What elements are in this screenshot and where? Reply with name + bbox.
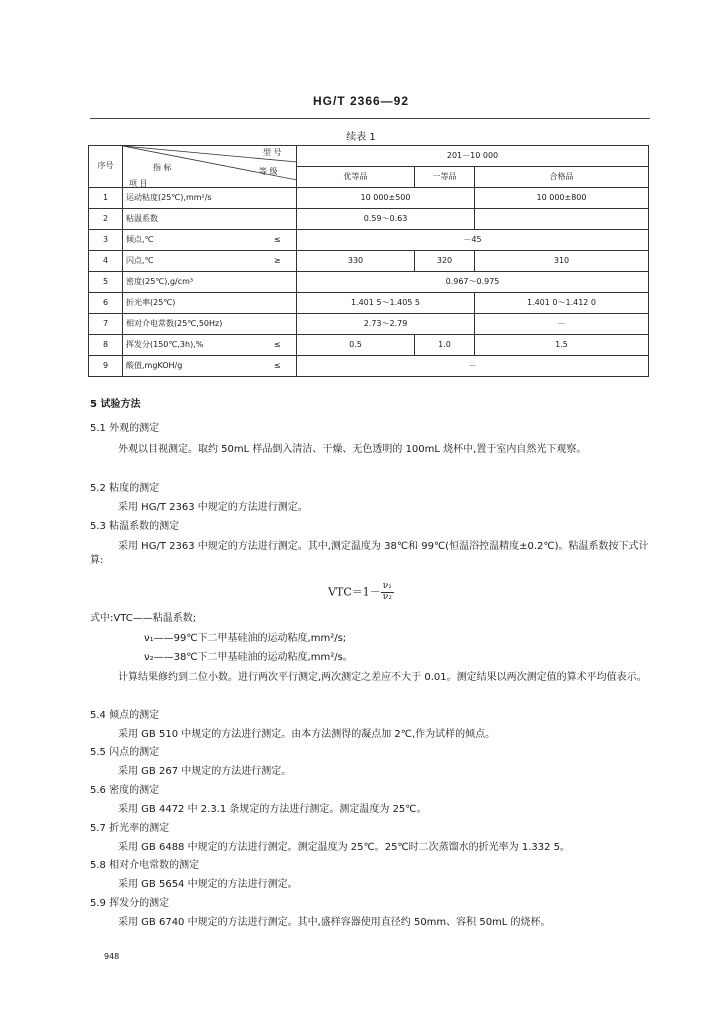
row-value: 2.73～2.79 <box>297 314 475 335</box>
model-value-cell: 201－10 000 <box>297 146 649 167</box>
row-operator: ≤ <box>259 335 297 356</box>
table-row <box>89 356 649 377</box>
row-item: 酸值,mgKOH/g <box>123 356 259 377</box>
row-value: 320 <box>415 251 475 272</box>
row-value: 0.59～0.63 <box>297 209 475 230</box>
row-operator <box>259 209 297 230</box>
header-rule <box>90 118 650 119</box>
row-value: 10 000±500 <box>297 188 475 209</box>
row-number: 7 <box>89 314 123 335</box>
grade-first: 一等品 <box>415 167 475 188</box>
vtc-formula <box>0 582 722 603</box>
formula-fraction <box>381 582 394 603</box>
subsection-5-7-body: 采用 GB 6488 中规定的方法进行测定。测定温度为 25℃。25℃时二次蒸馏水的折光率为 1.332 5。 <box>118 842 571 853</box>
section-title: 5 试验方法 <box>90 399 141 410</box>
page-number: 948 <box>104 952 120 961</box>
row-number: 3 <box>89 230 123 251</box>
subsection-5-4-body: 采用 GB 510 中规定的方法进行测定。由本方法测得的凝点加 2℃,作为试样的倾点。 <box>118 729 496 740</box>
row-operator <box>259 272 297 293</box>
row-value: 1.401 0～1.412 0 <box>475 293 649 314</box>
table-row <box>89 251 649 272</box>
subsection-5-5-title: 5.5 闪点的测定 <box>90 747 160 758</box>
row-operator: ≤ <box>259 356 297 377</box>
row-item: 挥发分(150℃,3h),% <box>123 335 259 356</box>
subsection-5-1-body: 外观以目视测定。取约 50mL 样品倒入清洁、干燥、无色透明的 100mL 烧杯中,置于室内自然光下观察。 <box>118 444 587 455</box>
row-item: 闪点,℃ <box>123 251 259 272</box>
formula-where-intro: 式中:VTC——粘温系数; <box>90 613 197 624</box>
table-row <box>89 230 649 251</box>
row-item: 折光率(25℃) <box>123 293 259 314</box>
table-row <box>89 335 649 356</box>
subsection-5-1-title: 5.1 外观的测定 <box>90 423 160 434</box>
subsection-5-3-result: 计算结果修约到二位小数。进行两次平行测定,两次测定之差应不大于 0.01。测定结果以两次测定值的算术平均值表示。 <box>118 672 647 683</box>
table-row <box>89 314 649 335</box>
subsection-5-8-title: 5.8 相对介电常数的测定 <box>90 860 200 871</box>
diagonal-header-cell <box>123 146 297 188</box>
subsection-5-7-title: 5.7 折光率的测定 <box>90 823 170 834</box>
row-item: 运动粘度(25℃),mm²/s <box>123 188 259 209</box>
row-item: 倾点,℃ <box>123 230 259 251</box>
row-item: 密度(25℃),g/cm³ <box>123 272 259 293</box>
row-number: 5 <box>89 272 123 293</box>
formula-where-v2: ν₂——38℃下二甲基硅油的运动粘度,mm²/s。 <box>144 652 353 663</box>
row-number: 8 <box>89 335 123 356</box>
subsection-5-9-body: 采用 GB 6740 中规定的方法进行测定。其中,盛样容器使用直径约 50mm、容积 50mL 的烧杯。 <box>118 917 551 928</box>
formula-denominator: ν₂ <box>382 591 392 602</box>
subsection-5-6-title: 5.6 密度的测定 <box>90 785 160 796</box>
table-row <box>89 272 649 293</box>
row-operator <box>259 314 297 335</box>
row-value: －45 <box>297 230 649 251</box>
row-value: 310 <box>475 251 649 272</box>
row-value <box>475 209 649 230</box>
row-value: 0.5 <box>297 335 415 356</box>
row-number: 4 <box>89 251 123 272</box>
header-seq: 序号 <box>89 146 123 188</box>
subsection-5-8-body: 采用 GB 5654 中规定的方法进行测定。 <box>118 879 298 890</box>
spec-table <box>88 145 649 377</box>
row-value: 10 000±800 <box>475 188 649 209</box>
subsection-5-9-title: 5.9 挥发分的测定 <box>90 898 170 909</box>
row-value: 330 <box>297 251 415 272</box>
diag-item-label: 项 目 <box>129 179 148 188</box>
subsection-5-2-title: 5.2 粘度的测定 <box>90 483 160 494</box>
diag-indicator-label: 指 标 <box>153 163 172 172</box>
row-value: 1.5 <box>475 335 649 356</box>
row-item: 粘温系数 <box>123 209 259 230</box>
grade-premium: 优等品 <box>297 167 415 188</box>
table-row <box>89 293 649 314</box>
subsection-5-3-title: 5.3 粘温系数的测定 <box>90 521 180 532</box>
row-value: 1.401 5～1.405 5 <box>297 293 475 314</box>
row-value: － <box>297 356 649 377</box>
row-operator: ≥ <box>259 251 297 272</box>
grade-qualified: 合格品 <box>475 167 649 188</box>
table-caption: 续表 1 <box>346 132 376 143</box>
row-number: 6 <box>89 293 123 314</box>
formula-numerator: ν₁ <box>382 581 392 591</box>
diag-grade-label: 等 级 <box>259 167 278 176</box>
subsection-5-2-body: 采用 HG/T 2363 中规定的方法进行测定。 <box>118 502 308 513</box>
row-item: 相对介电常数(25℃,50Hz) <box>123 314 259 335</box>
diag-model-label: 型 号 <box>263 148 282 157</box>
row-number: 9 <box>89 356 123 377</box>
table-header-row-1 <box>89 146 649 167</box>
formula-lhs: VTC＝1－ <box>328 585 381 599</box>
row-value: 1.0 <box>415 335 475 356</box>
subsection-5-3-body: 采用 HG/T 2363 中规定的方法进行测定。其中,测定温度为 38℃和 99℃(恒温浴控温精度±0.2℃)。粘温系数按下式计算: <box>90 541 649 566</box>
row-operator: ≤ <box>259 230 297 251</box>
row-operator <box>259 293 297 314</box>
row-value: 0.967～0.975 <box>297 272 649 293</box>
formula-where-v1: ν₁——99℃下二甲基硅油的运动粘度,mm²/s; <box>144 633 347 644</box>
table-row <box>89 209 649 230</box>
subsection-5-5-body: 采用 GB 267 中规定的方法进行测定。 <box>118 766 292 777</box>
row-value: － <box>475 314 649 335</box>
document-header: HG/T 2366—92 <box>312 94 410 108</box>
row-number: 2 <box>89 209 123 230</box>
row-number: 1 <box>89 188 123 209</box>
subsection-5-4-title: 5.4 倾点的测定 <box>90 710 160 721</box>
subsection-5-6-body: 采用 GB 4472 中 2.3.1 条规定的方法进行测定。测定温度为 25℃。 <box>118 804 427 815</box>
